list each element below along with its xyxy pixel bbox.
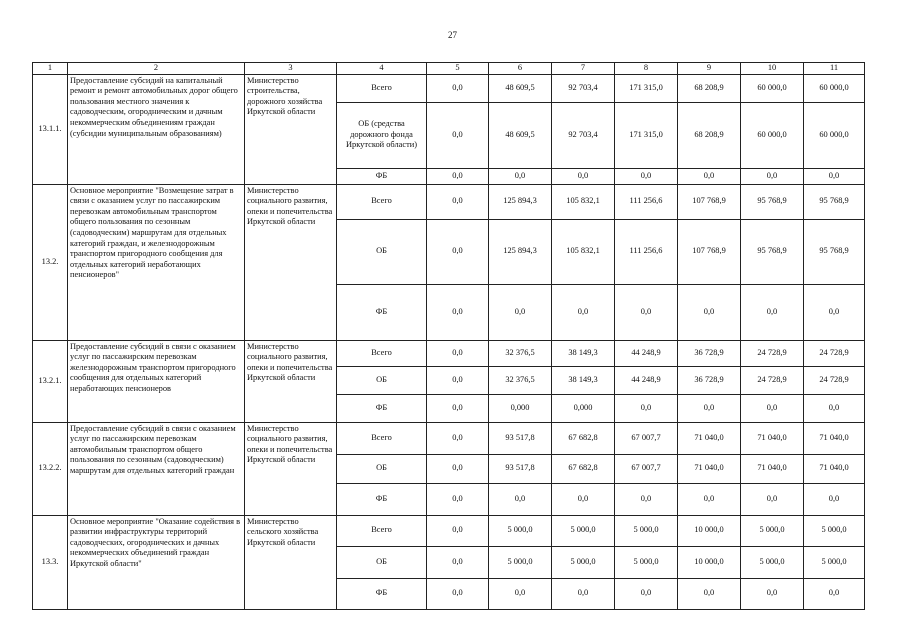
column-number: 6 (489, 63, 552, 75)
amount-cell: 5 000,0 (489, 546, 552, 578)
amount-cell: 0,0 (427, 515, 489, 546)
amount-cell: 0,0 (552, 578, 615, 609)
column-number: 3 (245, 63, 337, 75)
amount-cell: 10 000,0 (678, 546, 741, 578)
amount-cell: 0,0 (804, 578, 865, 609)
column-number: 7 (552, 63, 615, 75)
amount-cell: 71 040,0 (741, 422, 804, 454)
column-number: 1 (33, 63, 68, 75)
amount-cell: 105 832,1 (552, 219, 615, 284)
amount-cell: 60 000,0 (804, 74, 865, 102)
amount-cell: 95 768,9 (804, 184, 865, 219)
amount-cell: 5 000,0 (741, 515, 804, 546)
amount-cell: 48 609,5 (489, 102, 552, 168)
amount-cell: 32 376,5 (489, 340, 552, 366)
amount-cell: 0,0 (804, 168, 865, 184)
amount-cell: 0,0 (615, 394, 678, 422)
column-number: 4 (337, 63, 427, 75)
amount-cell: 0,0 (678, 483, 741, 515)
funding-source: ОБ (337, 454, 427, 483)
amount-cell: 5 000,0 (804, 546, 865, 578)
funding-source: ФБ (337, 578, 427, 609)
amount-cell: 0,0 (489, 284, 552, 340)
amount-cell: 125 894,3 (489, 184, 552, 219)
item-executor: Министерство социального развития, опеки и попечительства Иркутской области (245, 184, 337, 340)
funding-source: ФБ (337, 284, 427, 340)
amount-cell: 0,0 (427, 102, 489, 168)
amount-cell: 36 728,9 (678, 340, 741, 366)
amount-cell: 71 040,0 (804, 422, 865, 454)
amount-cell: 38 149,3 (552, 340, 615, 366)
amount-cell: 60 000,0 (741, 74, 804, 102)
amount-cell: 93 517,8 (489, 422, 552, 454)
amount-cell: 0,0 (615, 284, 678, 340)
amount-cell: 0,0 (427, 184, 489, 219)
program-table (32, 62, 865, 610)
amount-cell: 38 149,3 (552, 366, 615, 394)
amount-cell: 36 728,9 (678, 366, 741, 394)
amount-cell: 0,0 (427, 168, 489, 184)
amount-cell: 10 000,0 (678, 515, 741, 546)
amount-cell: 0,000 (489, 394, 552, 422)
amount-cell: 111 256,6 (615, 184, 678, 219)
amount-cell: 0,0 (427, 74, 489, 102)
funding-source: ФБ (337, 483, 427, 515)
amount-cell: 0,0 (489, 168, 552, 184)
amount-cell: 0,0 (804, 483, 865, 515)
funding-source: Всего (337, 422, 427, 454)
amount-cell: 0,0 (552, 284, 615, 340)
amount-cell: 24 728,9 (741, 340, 804, 366)
amount-cell: 111 256,6 (615, 219, 678, 284)
item-description: Основное мероприятие "Оказание содействия в развитии инфраструктуры территорий садоводческих, огороднических и дачных некоммерческих объединений граждан Иркутской области" (68, 515, 245, 609)
amount-cell: 107 768,9 (678, 219, 741, 284)
table-row (33, 184, 865, 219)
item-code: 13.2.2. (33, 422, 68, 515)
funding-source: ОБ (337, 546, 427, 578)
amount-cell: 60 000,0 (741, 102, 804, 168)
amount-cell: 5 000,0 (552, 515, 615, 546)
amount-cell: 67 682,8 (552, 422, 615, 454)
amount-cell: 44 248,9 (615, 340, 678, 366)
table-row (33, 340, 865, 366)
funding-source: Всего (337, 184, 427, 219)
amount-cell: 0,0 (741, 578, 804, 609)
table-row (33, 515, 865, 546)
amount-cell: 0,0 (489, 483, 552, 515)
column-number: 10 (741, 63, 804, 75)
funding-source: ОБ (337, 219, 427, 284)
amount-cell: 71 040,0 (804, 454, 865, 483)
amount-cell: 48 609,5 (489, 74, 552, 102)
amount-cell: 0,0 (427, 454, 489, 483)
amount-cell: 0,0 (804, 394, 865, 422)
amount-cell: 125 894,3 (489, 219, 552, 284)
amount-cell: 0,0 (678, 168, 741, 184)
amount-cell: 0,0 (615, 578, 678, 609)
column-number: 5 (427, 63, 489, 75)
amount-cell: 5 000,0 (489, 515, 552, 546)
funding-source: Всего (337, 515, 427, 546)
item-description: Предоставление субсидий в связи с оказанием услуг по пассажирским перевозкам железнодорожным транспортом пригородного сообщения для отдельных категорий неработающих пенсионеров (68, 340, 245, 422)
amount-cell: 67 007,7 (615, 422, 678, 454)
amount-cell: 107 768,9 (678, 184, 741, 219)
amount-cell: 0,0 (741, 483, 804, 515)
amount-cell: 0,0 (427, 394, 489, 422)
item-executor: Министерство социального развития, опеки и попечительства Иркутской области (245, 340, 337, 422)
amount-cell: 5 000,0 (741, 546, 804, 578)
item-executor: Министерство сельского хозяйства Иркутской области (245, 515, 337, 609)
funding-source: ОБ (337, 366, 427, 394)
amount-cell: 95 768,9 (804, 219, 865, 284)
amount-cell: 44 248,9 (615, 366, 678, 394)
funding-source: ОБ (средства дорожного фонда Иркутской области) (337, 102, 427, 168)
amount-cell: 67 007,7 (615, 454, 678, 483)
column-number: 11 (804, 63, 865, 75)
amount-cell: 0,0 (427, 219, 489, 284)
amount-cell: 0,0 (804, 284, 865, 340)
item-description: Основное мероприятие "Возмещение затрат в связи с оказанием услуг по пассажирским перевозкам автомобильным транспортом общего пользования по сезонным (садоводческим) маршрутам для отдельных категорий граждан, и железнодорожным транспортом пригородного сообщения для отдельных категорий неработающих пенсионеров" (68, 184, 245, 340)
amount-cell: 71 040,0 (741, 454, 804, 483)
amount-cell: 0,0 (741, 394, 804, 422)
item-executor: Министерство социального развития, опеки и попечительства Иркутской области (245, 422, 337, 515)
item-code: 13.3. (33, 515, 68, 609)
amount-cell: 5 000,0 (615, 515, 678, 546)
amount-cell: 0,0 (427, 546, 489, 578)
funding-source: Всего (337, 74, 427, 102)
amount-cell: 92 703,4 (552, 74, 615, 102)
amount-cell: 95 768,9 (741, 219, 804, 284)
amount-cell: 0,0 (427, 578, 489, 609)
item-description: Предоставление субсидий на капитальный ремонт и ремонт автомобильных дорог общего пользования местного значения к садоводческим, огородническим и дачным некоммерческим объединениям граждан (субсидии муниципальным образованиям) (68, 74, 245, 184)
amount-cell: 24 728,9 (741, 366, 804, 394)
amount-cell: 24 728,9 (804, 340, 865, 366)
item-code: 13.2.1. (33, 340, 68, 422)
amount-cell: 171 315,0 (615, 102, 678, 168)
amount-cell: 0,0 (552, 168, 615, 184)
column-number: 9 (678, 63, 741, 75)
amount-cell: 92 703,4 (552, 102, 615, 168)
amount-cell: 71 040,0 (678, 454, 741, 483)
item-code: 13.2. (33, 184, 68, 340)
column-number: 2 (68, 63, 245, 75)
amount-cell: 0,0 (489, 578, 552, 609)
amount-cell: 95 768,9 (741, 184, 804, 219)
amount-cell: 0,0 (427, 422, 489, 454)
amount-cell: 171 315,0 (615, 74, 678, 102)
amount-cell: 71 040,0 (678, 422, 741, 454)
item-description: Предоставление субсидий в связи с оказанием услуг по пассажирским перевозкам автомобильным транспортом общего пользования по сезонным (садоводческим) маршрутам для отдельных категорий граждан (68, 422, 245, 515)
amount-cell: 68 208,9 (678, 102, 741, 168)
amount-cell: 93 517,8 (489, 454, 552, 483)
table-row (33, 74, 865, 102)
amount-cell: 0,0 (741, 284, 804, 340)
funding-source: Всего (337, 340, 427, 366)
amount-cell: 67 682,8 (552, 454, 615, 483)
funding-source: ФБ (337, 168, 427, 184)
amount-cell: 0,0 (678, 284, 741, 340)
table-row (33, 422, 865, 454)
amount-cell: 0,0 (427, 284, 489, 340)
amount-cell: 0,0 (552, 483, 615, 515)
amount-cell: 60 000,0 (804, 102, 865, 168)
amount-cell: 0,0 (615, 483, 678, 515)
amount-cell: 0,0 (427, 366, 489, 394)
amount-cell: 5 000,0 (552, 546, 615, 578)
amount-cell: 0,0 (678, 578, 741, 609)
amount-cell: 0,0 (427, 340, 489, 366)
amount-cell: 0,0 (678, 394, 741, 422)
funding-source: ФБ (337, 394, 427, 422)
amount-cell: 0,000 (552, 394, 615, 422)
amount-cell: 0,0 (741, 168, 804, 184)
amount-cell: 0,0 (615, 168, 678, 184)
amount-cell: 105 832,1 (552, 184, 615, 219)
item-executor: Министерство строительства, дорожного хозяйства Иркутской области (245, 74, 337, 184)
item-code: 13.1.1. (33, 74, 68, 184)
amount-cell: 68 208,9 (678, 74, 741, 102)
column-number-row (33, 63, 865, 75)
amount-cell: 32 376,5 (489, 366, 552, 394)
amount-cell: 5 000,0 (804, 515, 865, 546)
amount-cell: 0,0 (427, 483, 489, 515)
amount-cell: 24 728,9 (804, 366, 865, 394)
column-number: 8 (615, 63, 678, 75)
page-number: 27 (448, 30, 457, 40)
amount-cell: 5 000,0 (615, 546, 678, 578)
